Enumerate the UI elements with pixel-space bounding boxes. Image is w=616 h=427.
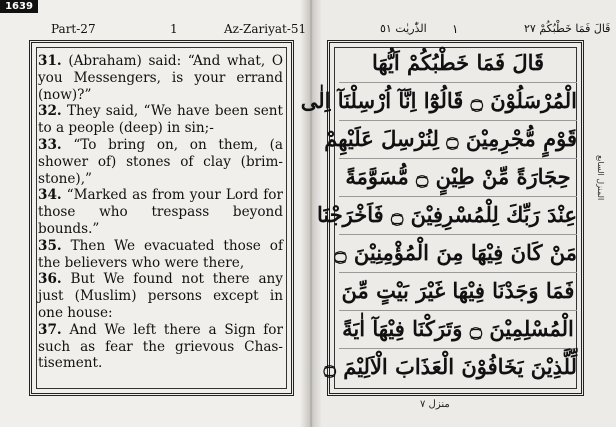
arabic-line: الْمُسْلِمِيْنَ ۝ وَتَرَكْنَا فِيْهَآ اٰيَةً xyxy=(339,310,577,349)
manzil-footer: منزل ٧ xyxy=(420,399,450,410)
margin-note: المنزل السابع xyxy=(596,154,605,200)
verse-31: 31. (Abraham) said: “And what, O you Messengers, is your errand (now)?” xyxy=(38,53,283,103)
arabic-line: لِّلَّذِيْنَ يَخَافُوْنَ الْعَذَابَ الْاَلِيْمَ ۝ xyxy=(323,354,577,379)
image-id-badge: 1639 xyxy=(0,0,38,13)
arabic-line: الْمُرْسَلُوْنَ ۝ قَالُوْٓا اِنَّآ اُرْسِلْنَآ اِلٰى xyxy=(339,82,577,121)
verse-35: 35. Then We evacuated those of the believers who were there, xyxy=(38,237,283,271)
left-page-number: 1 xyxy=(170,22,178,36)
right-page-number: ١ xyxy=(452,22,459,36)
arabic-juz-header: قَالَ فَمَا خَطْبُكُمْ ٢٧ xyxy=(524,22,611,35)
arabic-line: حِجَارَةً مِّنْ طِيْنٍ ۝ مُّسَوَّمَةً xyxy=(339,158,577,197)
verse-33: 33. “To bring on, on them, (a shower of) stones of clay (brim-stone),” xyxy=(38,136,283,187)
arabic-line: قَوْمٍ مُّجْرِمِيْنَ ۝ لِنُرْسِلَ عَلَيْهِمْ xyxy=(339,120,577,159)
verse-34: 34. “Marked as from your Lord for those who trespass beyond bounds.” xyxy=(38,187,283,237)
verse-37: 37. And We left there a Sign for such as fear the grievous Chas-tisement. xyxy=(38,321,283,372)
verse-32: 32. They said, “We have been sent to a people (deep) in sin;- xyxy=(38,103,283,137)
surah-label: Az-Zariyat-51 xyxy=(224,22,307,36)
verse-36: 36. But We found not there any just (Muslim) persons except in one house: xyxy=(38,271,283,321)
part-label: Part-27 xyxy=(51,22,96,36)
arabic-line: عِنْدَ رَبِّكَ لِلْمُسْرِفِيْنَ ۝ فَاَخْرَجْنَا xyxy=(339,196,577,235)
arabic-text xyxy=(300,44,577,390)
arabic-line: فَمَا وَجَدْنَا فِيْهَا غَيْرَ بَيْتٍ مِّنَ xyxy=(339,272,577,311)
arabic-line: قَالَ فَمَا خَطْبُكُمْ اَيُّهَا xyxy=(339,44,577,83)
translation-text xyxy=(38,53,283,372)
arabic-line: مَنْ كَانَ فِيْهَا مِنَ الْمُؤْمِنِيْنَ ۝ xyxy=(339,234,577,273)
arabic-surah-header: الذّٰريٰت ٥١ xyxy=(380,22,427,35)
